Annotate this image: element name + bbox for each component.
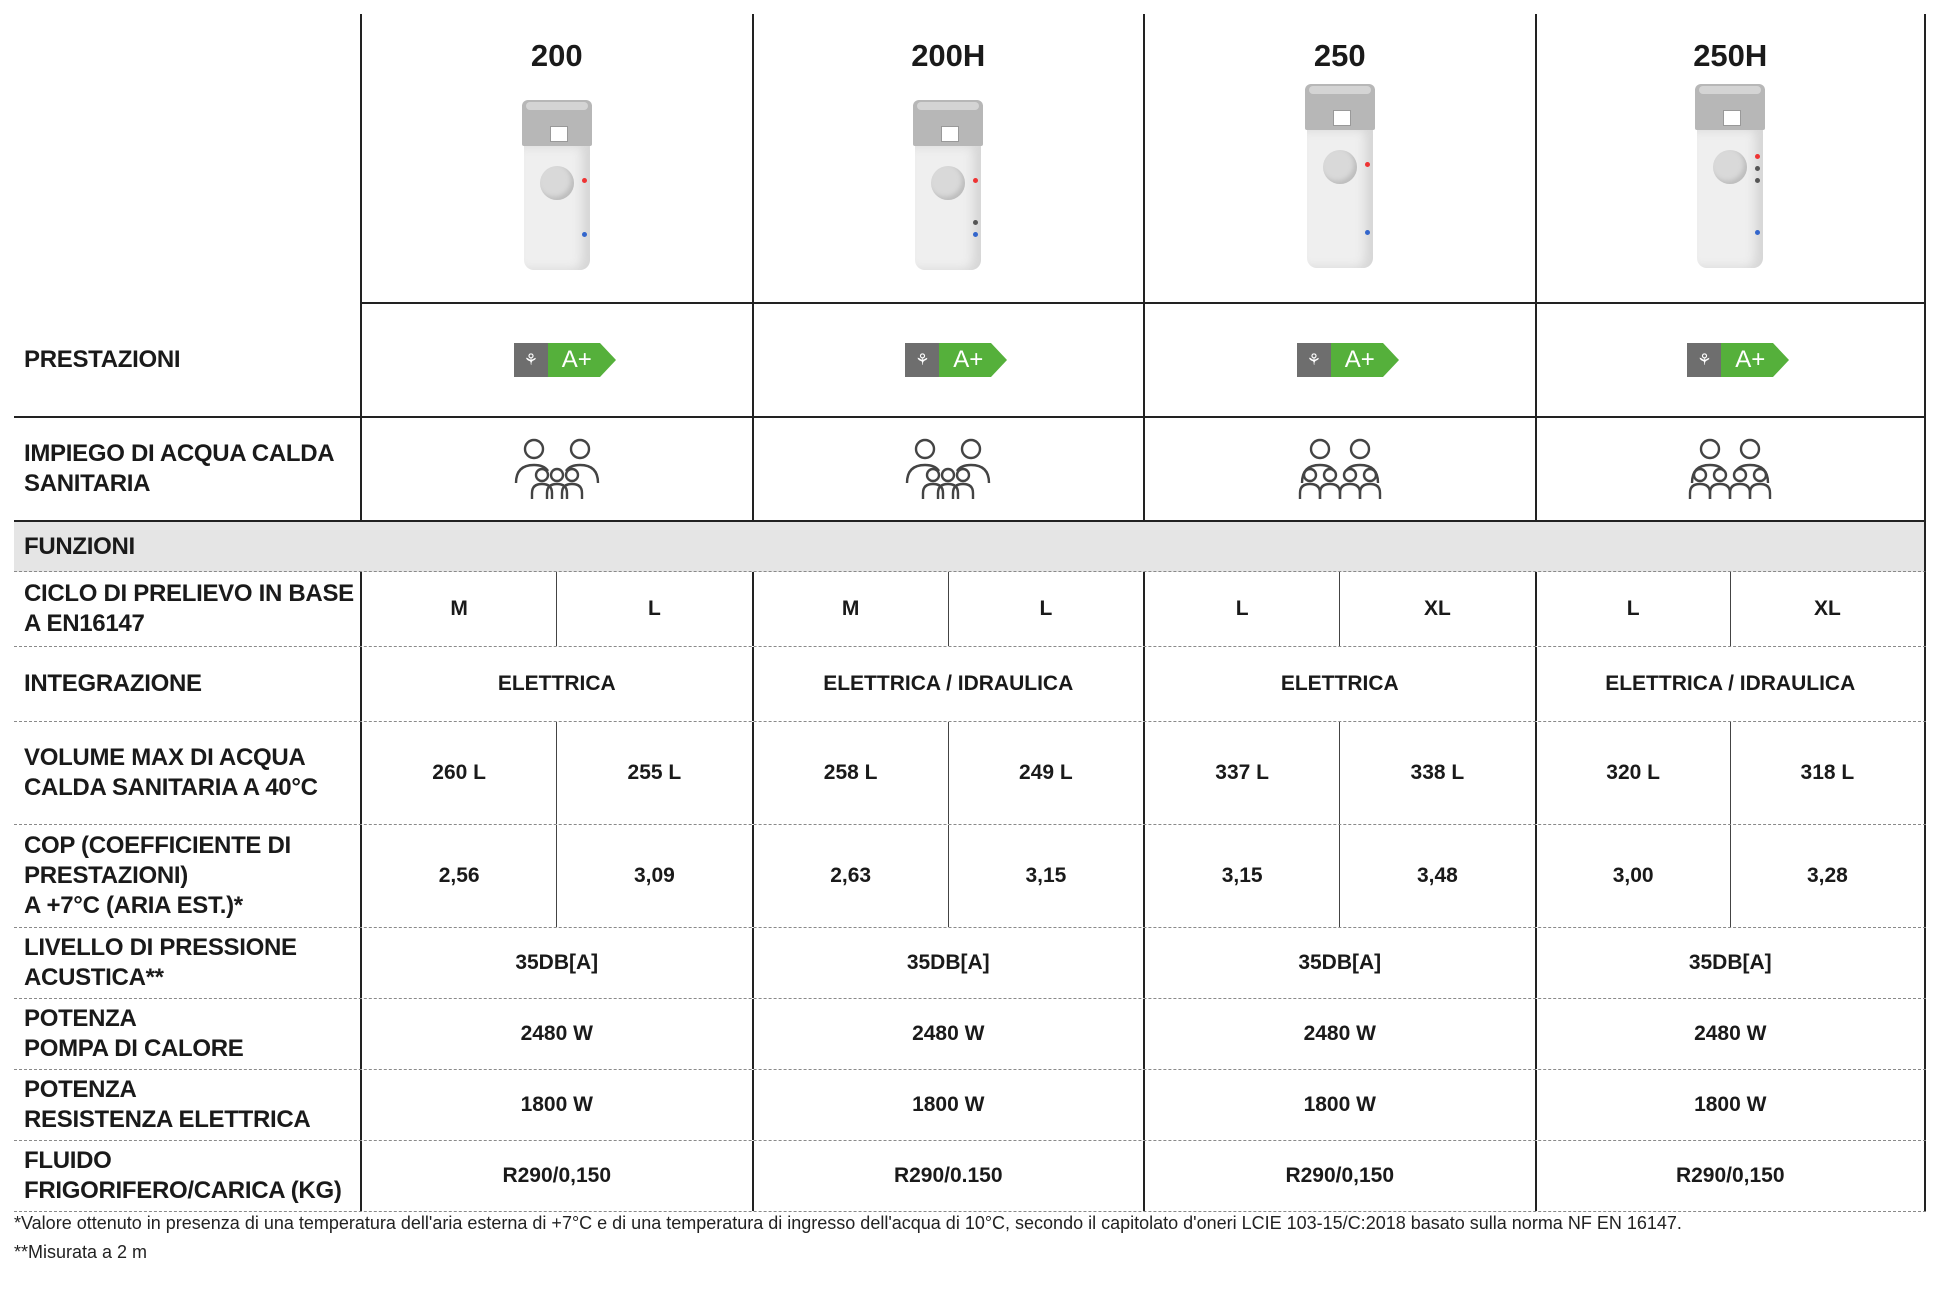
value: 338 L xyxy=(1339,722,1534,824)
value: XL xyxy=(1730,572,1924,646)
value: 2,63 xyxy=(830,864,872,887)
value: 1800 W xyxy=(752,1070,1144,1140)
row-label: IMPIEGO DI ACQUA CALDA SANITARIA xyxy=(24,440,334,497)
people-4-icon xyxy=(1682,437,1778,501)
value: 249 L xyxy=(948,722,1143,824)
people-3-icon xyxy=(903,437,993,501)
value: 3,15 xyxy=(948,825,1143,927)
row-volume xyxy=(14,722,1926,825)
label-line: POTENZA xyxy=(24,1076,137,1103)
energy-label-badge xyxy=(514,343,600,377)
cell xyxy=(1143,572,1535,646)
row-label: FLUIDO FRIGORIFERO/CARICA (KG) xyxy=(24,1147,342,1204)
header-empty-cell xyxy=(14,14,360,304)
people-4-icon xyxy=(1292,437,1388,501)
energy-class: A+ xyxy=(1331,343,1383,377)
value: 255 L xyxy=(556,722,751,824)
row-label xyxy=(14,999,360,1069)
energy-class: A+ xyxy=(1721,343,1773,377)
value: 320 L xyxy=(1606,761,1660,784)
value: R290/0.150 xyxy=(752,1141,1144,1211)
value: L xyxy=(948,572,1143,646)
value: R290/0,150 xyxy=(1143,1141,1535,1211)
value: 260 L xyxy=(432,761,486,784)
cell xyxy=(1535,825,1927,927)
people-3-icon xyxy=(512,437,602,501)
usage-cell xyxy=(360,418,752,520)
value: 35DB[A] xyxy=(1143,928,1535,998)
row-label: PRESTAZIONI xyxy=(24,346,181,373)
value: 3,48 xyxy=(1339,825,1534,927)
section-funzioni: FUNZIONI xyxy=(14,522,1926,572)
row-livello xyxy=(14,928,1926,999)
model-column-250h xyxy=(1535,14,1927,304)
row-fluido xyxy=(14,1141,1926,1212)
energy-cell xyxy=(752,304,1144,416)
comparison-table xyxy=(14,14,1926,1212)
cell xyxy=(752,572,1144,646)
cell xyxy=(1535,572,1927,646)
row-cop xyxy=(14,825,1926,928)
row-potenza-pompa xyxy=(14,999,1926,1070)
value: 1800 W xyxy=(360,1070,752,1140)
value: M xyxy=(841,597,860,620)
row-potenza-resistenza xyxy=(14,1070,1926,1141)
header-row xyxy=(14,14,1926,304)
cell xyxy=(752,722,1144,824)
footnote-1: *Valore ottenuto in presenza di una temperatura dell'aria esterna di +7°C e di una temperatura di ingresso dell'acqua di 10°C, secondo il capitolato d'oneri LCIE 103-15/C:2018 basato sulla norma NF EN 16147. xyxy=(14,1213,1682,1233)
energy-label-badge xyxy=(1297,343,1383,377)
row-label: CICLO DI PRELIEVO IN BASE A EN16147 xyxy=(24,580,354,637)
cell xyxy=(1143,722,1535,824)
cell xyxy=(752,825,1144,927)
row-label: LIVELLO DI PRESSIONE ACUSTICA** xyxy=(24,934,297,991)
value: ELETTRICA / IDRAULICA xyxy=(1535,647,1927,721)
water-heater-250h-image xyxy=(1695,84,1765,268)
row-label: VOLUME MAX DI ACQUA CALDA SANITARIA A 40°C xyxy=(24,744,318,801)
value: L xyxy=(1235,597,1249,620)
value: ELETTRICA / IDRAULICA xyxy=(752,647,1144,721)
value: XL xyxy=(1339,572,1534,646)
cell xyxy=(360,825,752,927)
model-name: 200 xyxy=(530,38,583,73)
value: 1800 W xyxy=(1143,1070,1535,1140)
model-name: 250H xyxy=(1693,38,1768,73)
value: L xyxy=(556,572,751,646)
model-column-200h xyxy=(752,14,1144,304)
energy-cell xyxy=(1143,304,1535,416)
value: 3,09 xyxy=(556,825,751,927)
row-ciclo xyxy=(14,572,1926,647)
cell xyxy=(360,722,752,824)
value: 35DB[A] xyxy=(1535,928,1927,998)
value: 2480 W xyxy=(360,999,752,1069)
value: 3,15 xyxy=(1221,864,1263,887)
energy-cell xyxy=(360,304,752,416)
energy-cell xyxy=(1535,304,1927,416)
label-line: A +7°C (ARIA EST.)* xyxy=(24,892,243,919)
label-line: PRESTAZIONI) xyxy=(24,862,188,889)
row-label xyxy=(14,1070,360,1140)
label-line: COP (COEFFICIENTE DI xyxy=(24,832,291,859)
model-name: 250 xyxy=(1313,38,1366,73)
tap-icon: ⚘ xyxy=(514,343,548,377)
value: 35DB[A] xyxy=(752,928,1144,998)
row-label xyxy=(14,825,360,927)
label-line: POTENZA xyxy=(24,1005,137,1032)
value: 2480 W xyxy=(1143,999,1535,1069)
water-heater-200h-image xyxy=(913,100,983,270)
value: 1800 W xyxy=(1535,1070,1927,1140)
value: 258 L xyxy=(823,761,878,784)
value: 2480 W xyxy=(752,999,1144,1069)
row-impiego xyxy=(14,418,1926,522)
value: M xyxy=(450,597,468,620)
value: 318 L xyxy=(1730,722,1924,824)
energy-class: A+ xyxy=(939,343,991,377)
cell xyxy=(360,572,752,646)
energy-label-badge xyxy=(905,343,991,377)
value: L xyxy=(1626,597,1640,620)
value: 3,28 xyxy=(1730,825,1924,927)
tap-icon: ⚘ xyxy=(1297,343,1331,377)
cell xyxy=(1535,722,1927,824)
value: 337 L xyxy=(1215,761,1269,784)
model-column-250 xyxy=(1143,14,1535,304)
model-name: 200H xyxy=(911,38,986,73)
energy-class: A+ xyxy=(548,343,600,377)
usage-cell xyxy=(752,418,1144,520)
water-heater-200-image xyxy=(522,100,592,270)
tap-icon: ⚘ xyxy=(1687,343,1721,377)
value: 2480 W xyxy=(1535,999,1927,1069)
usage-cell xyxy=(1143,418,1535,520)
row-prestazioni xyxy=(14,304,1926,418)
usage-cell xyxy=(1535,418,1927,520)
energy-label-badge xyxy=(1687,343,1773,377)
value: 35DB[A] xyxy=(360,928,752,998)
footnote-2: **Misurata a 2 m xyxy=(14,1242,148,1262)
row-label: INTEGRAZIONE xyxy=(24,670,202,697)
value: 3,00 xyxy=(1612,864,1654,887)
value: ELETTRICA xyxy=(1143,647,1535,721)
value: R290/0,150 xyxy=(1535,1141,1927,1211)
tap-icon: ⚘ xyxy=(905,343,939,377)
row-integrazione xyxy=(14,647,1926,722)
value: R290/0,150 xyxy=(360,1141,752,1211)
label-line: POMPA DI CALORE xyxy=(24,1035,244,1062)
model-column-200 xyxy=(360,14,752,304)
cell xyxy=(1143,825,1535,927)
label-line: RESISTENZA ELETTRICA xyxy=(24,1106,311,1133)
water-heater-250-image xyxy=(1305,84,1375,268)
value: ELETTRICA xyxy=(360,647,752,721)
value: 2,56 xyxy=(438,864,480,887)
